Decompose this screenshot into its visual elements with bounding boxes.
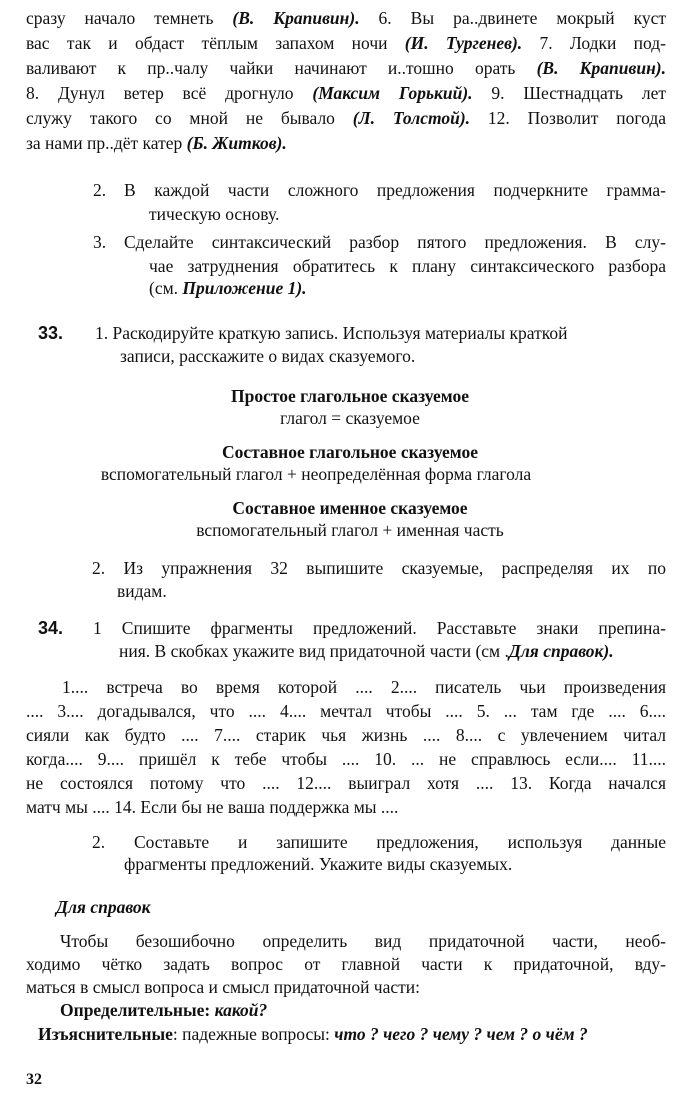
author-citation: (В. Крапивин). bbox=[232, 8, 360, 28]
author-citation: (Максим Горький). bbox=[312, 83, 473, 103]
task-text: фрагменты предложений. Укажите виды сказуемых. bbox=[124, 854, 513, 874]
text-line: вас так и обдаст тёплым запахом ночи (И. Тургенев). 7. Лодки под- bbox=[26, 33, 666, 53]
task-text: тическую основу. bbox=[149, 204, 280, 224]
fragment-line: сияли как будто .... 7.... старик чья жизнь .... 8.... с увлечением читал bbox=[26, 725, 666, 745]
clause-type-explanatory: Изъяснительные: падежные вопросы: что ? чего ? чему ? чем ? о чём ? bbox=[38, 1024, 588, 1044]
predicate-formula: вспомогательный глагол + неопределённая форма глагола bbox=[100, 464, 532, 484]
task-text: Сделайте синтаксический разбор пятого предложения. В слу- bbox=[124, 232, 666, 252]
task-text: 2. Из упражнения 32 выпишите сказуемые, распределяя их по bbox=[92, 558, 666, 578]
task-text: чае затруднения обратитесь к плану синтаксического разбора bbox=[149, 256, 666, 276]
predicate-type-title: Простое глагольное сказуемое bbox=[230, 386, 469, 406]
text-line: служу такого со мной не бывало (Л. Толстой). 12. Позволит погода bbox=[26, 108, 666, 128]
clause-type-definitional: Определительные: какой? bbox=[60, 1000, 268, 1020]
appendix-reference: Приложение 1). bbox=[182, 278, 307, 298]
fragment-line: 1.... встреча во время которой .... 2.... писатель чьи произведения bbox=[62, 677, 666, 697]
predicate-formula: глагол = сказуемое bbox=[280, 408, 420, 428]
fragment-line: .... 3.... догадывался, что .... 4.... мечтал чтобы .... 5. ... там где .... 6.... bbox=[26, 701, 666, 721]
task-text: В каждой части сложного предложения подчеркните граммa- bbox=[124, 180, 666, 200]
reference-link: Для справок). bbox=[508, 641, 614, 661]
task-number: 3. bbox=[93, 232, 107, 252]
reference-heading: Для справок bbox=[56, 897, 151, 917]
author-citation: (Б. Житков). bbox=[186, 133, 287, 153]
author-citation: (И. Тургенев). bbox=[404, 33, 523, 53]
exercise-number: 34. bbox=[38, 618, 64, 638]
fragment-line: матч мы .... 14. Если бы не ваша поддержка мы .... bbox=[26, 797, 399, 817]
exercise-instruction: ния. В скобках укажите вид придаточной части (см .Для справок). bbox=[119, 641, 614, 661]
task-text: (см. Приложение 1). bbox=[149, 278, 307, 298]
text-line: 8. Дунул ветер всё дрогнуло (Максим Горький). 9. Шестнадцать лет bbox=[26, 83, 666, 103]
author-citation: (Л. Толстой). bbox=[352, 108, 471, 128]
fragment-line: не состоялся потому что .... 12.... выиграл хотя .... 13. Когда начался bbox=[26, 773, 666, 793]
exercise-instruction: 1. Раскодируйте краткую запись. Используя материалы краткой bbox=[95, 323, 568, 343]
page-number: 32 bbox=[26, 1071, 42, 1088]
exercise-number: 33. bbox=[38, 323, 64, 343]
exercise-instruction: 1 Спишите фрагменты предложений. Расставьте знаки препина- bbox=[93, 618, 666, 638]
text-line: валивают к пр..чалу чайки начинают и..тошно орать (В. Крапивин). bbox=[26, 58, 666, 78]
exercise-instruction: записи, расскажите о видах сказуемого. bbox=[120, 346, 416, 366]
predicate-formula: вспомогательный глагол + именная часть bbox=[196, 520, 504, 540]
reference-paragraph: маться в смысл вопроса и смысл придаточной части: bbox=[26, 977, 421, 997]
reference-paragraph: ходимо чётко задать вопрос от главной части к придаточной, вду- bbox=[26, 954, 666, 974]
reference-paragraph: Чтобы безошибочно определить вид придаточной части, необ- bbox=[60, 931, 666, 951]
predicate-type-title: Составное именное сказуемое bbox=[232, 498, 468, 518]
text-line: сразу начало темнеть (В. Крапивин). 6. Вы ра..двинете мокрый куст bbox=[26, 8, 666, 28]
text-line: за нами пр..дёт катер (Б. Житков). bbox=[26, 133, 287, 153]
task-text: видам. bbox=[117, 581, 167, 601]
fragment-line: когда.... 9.... пришёл к тебе чтобы .... 10. ... не справлюсь если.... 11.... bbox=[26, 749, 666, 769]
task-number: 2. bbox=[93, 180, 107, 200]
task-text: 2. Составьте и запишите предложения, используя данные bbox=[92, 832, 666, 852]
author-citation: (В. Крапивин). bbox=[536, 58, 666, 78]
predicate-type-title: Составное глагольное сказуемое bbox=[221, 442, 479, 462]
